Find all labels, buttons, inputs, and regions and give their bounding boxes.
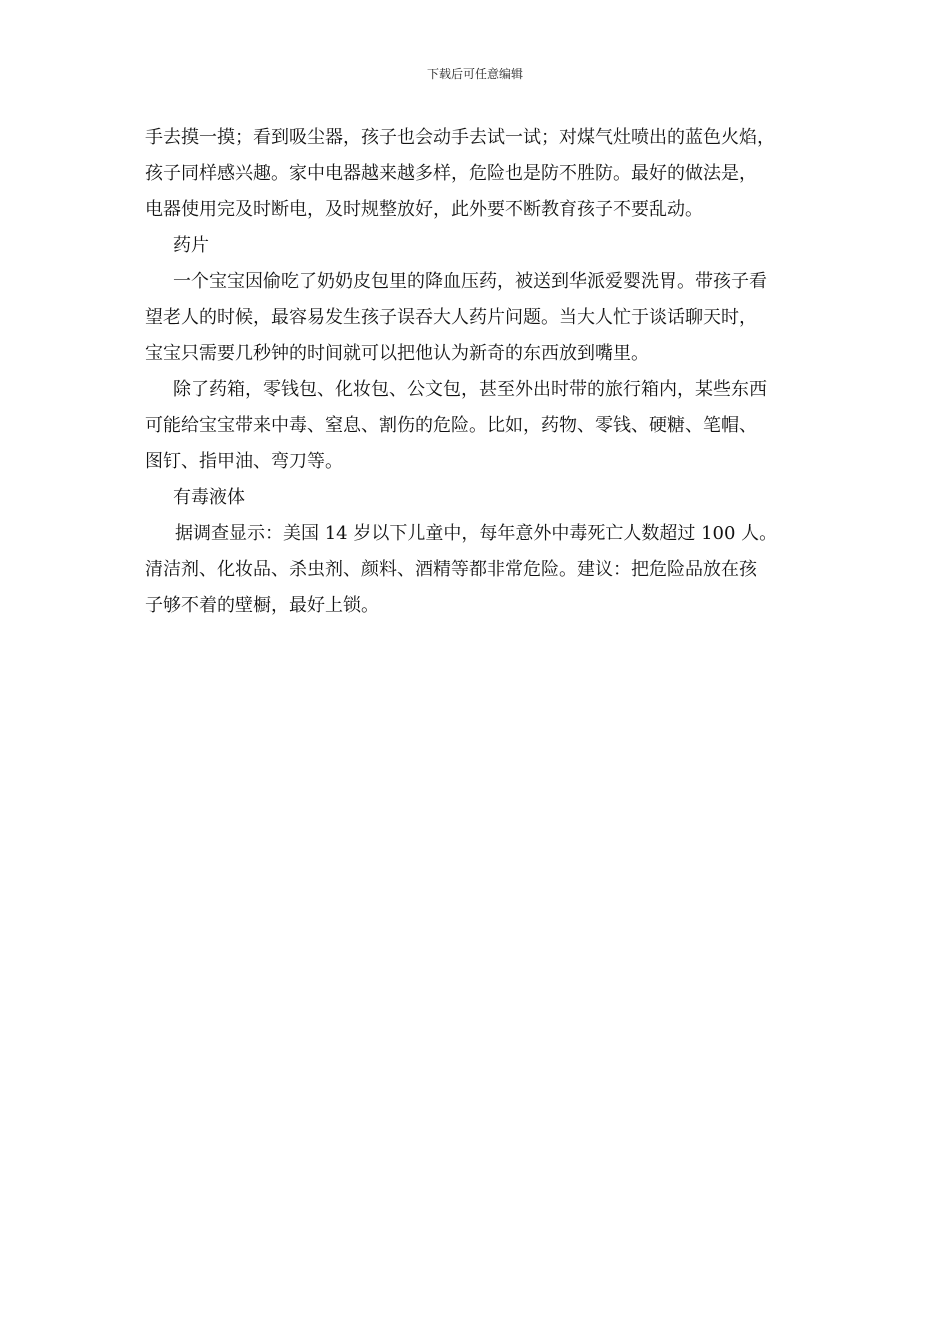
paragraph-line: 孩子同样感兴趣。家中电器越来越多样，危险也是防不胜防。最好的做法是， [145, 163, 757, 184]
document-body [145, 120, 835, 624]
paragraph-line: 手去摸一摸；看到吸尘器，孩子也会动手去试一试；对煤气灶喷出的蓝色火焰， [145, 127, 775, 148]
paragraph-line: 可能给宝宝带来中毒、窒息、割伤的危险。比如，药物、零钱、硬糖、笔帽、 [145, 415, 757, 436]
paragraph-line: 据调查显示：美国 14 岁以下儿童中，每年意外中毒死亡人数超过 100 人。 [175, 523, 778, 544]
section-heading-toxic-liquids: 有毒液体 [173, 487, 245, 508]
paragraph-line: 除了药箱，零钱包、化妆包、公文包，甚至外出时带的旅行箱内，某些东西 [173, 379, 767, 400]
paragraph-line: 图钉、指甲油、弯刀等。 [145, 451, 343, 472]
paragraph-line: 清洁剂、化妆品、杀虫剂、颜料、酒精等都非常危险。建议：把危险品放在孩 [145, 559, 757, 580]
section-heading-tablets: 药片 [173, 235, 209, 256]
paragraph-line: 宝宝只需要几秒钟的时间就可以把他认为新奇的东西放到嘴里。 [145, 343, 649, 364]
paragraph-line: 子够不着的壁橱，最好上锁。 [145, 595, 379, 616]
paragraph-line: 望老人的时候，最容易发生孩子误吞大人药片问题。当大人忙于谈话聊天时， [145, 307, 757, 328]
paragraph-line: 一个宝宝因偷吃了奶奶皮包里的降血压药，被送到华派爱婴洗胃。带孩子看 [173, 271, 767, 292]
paragraph-line: 电器使用完及时断电，及时规整放好，此外要不断教育孩子不要乱动。 [145, 199, 703, 220]
page-header: 下载后可任意编辑 [426, 67, 523, 81]
